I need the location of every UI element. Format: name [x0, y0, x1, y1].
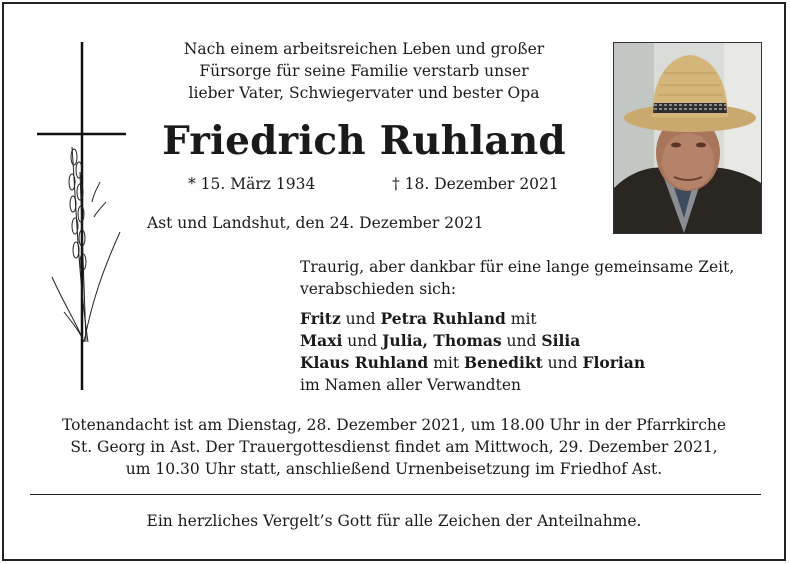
obituary-notice — [2, 2, 786, 561]
portrait-photo — [613, 42, 762, 234]
intro-line: Fürsorge für seine Familie verstarb unser — [199, 62, 529, 80]
cross-with-wheat-icon — [32, 42, 132, 392]
family-line: im Namen aller Verwandten — [300, 376, 521, 394]
family-line: Fritz und Petra Ruhland mit — [300, 309, 537, 328]
service-info — [24, 414, 764, 480]
divider — [30, 494, 761, 495]
service-line: um 10.30 Uhr statt, anschließend Urnenbeisetzung im Friedhof Ast. — [125, 460, 663, 478]
intro-line: Nach einem arbeitsreichen Leben und großer — [183, 40, 545, 58]
service-line: Totenandacht ist am Dienstag, 28. Dezember 2021, um 18.00 Uhr in der Pfarrkirche — [61, 416, 727, 434]
service-line: St. Georg in Ast. Der Trauergottesdienst findet am Mittwoch, 29. Dezember 2021, — [70, 438, 718, 456]
mourning-line: Traurig, aber dankbar für eine lange gemeinsame Zeit, — [300, 258, 735, 276]
birth-date: * 15. März 1934 — [188, 175, 316, 193]
deceased-name: Friedrich Ruhland — [162, 118, 566, 164]
mourning-line: verabschieden sich: — [300, 280, 457, 298]
family-line: Klaus Ruhland mit Benedikt und Florian — [300, 353, 646, 372]
family-line: Maxi und Julia, Thomas und Silia — [300, 331, 581, 350]
intro-line: lieber Vater, Schwiegervater und bester Opa — [188, 84, 540, 102]
mourners-section — [300, 256, 770, 396]
intro-text — [144, 38, 584, 104]
thanks-line: Ein herzliches Vergelt’s Gott für alle Zeichen der Anteilnahme. — [146, 512, 642, 530]
portrait-photo-icon — [614, 43, 761, 233]
place-and-date: Ast und Landshut, den 24. Dezember 2021 — [147, 214, 484, 232]
death-date: † 18. Dezember 2021 — [392, 175, 559, 193]
family-list — [300, 308, 770, 396]
